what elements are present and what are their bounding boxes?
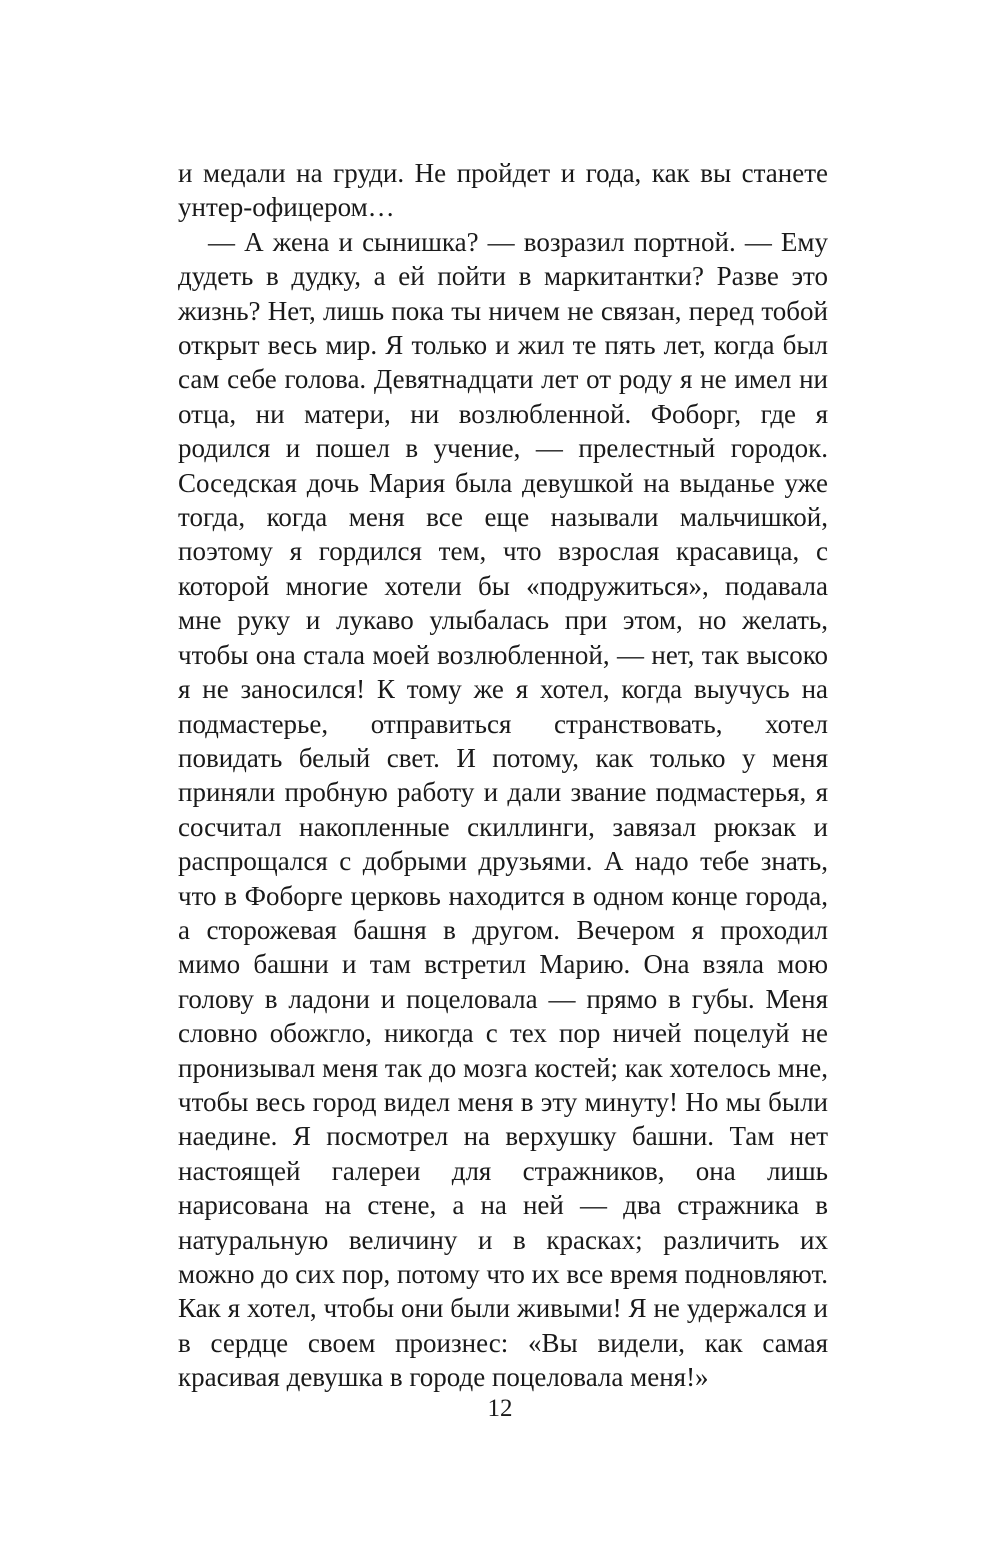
- paragraph-tailor-story: — А жена и сынишка? — возразил портной. — Ему дудеть в дудку, а ей пойти в маркитантки? Разве это жизнь? Нет, лишь пока ты ничем не связан, перед тобой открыт весь мир. Я только и жил те пять лет, когда был сам себе голова. Девятнадцати лет от роду я не имел ни отца, ни матери, ни возлюбленной. Фоборг, где я родился и пошел в учение, — прелестный городок. Соседская дочь Мария была девушкой на выданье уже тогда, когда меня все еще называли мальчишкой, поэтому я гордился тем, что взрослая красавица, с которой многие хотели бы «подружиться», подавала мне руку и лукаво улыбалась при этом, но желать, чтобы она стала моей возлюбленной, — нет, так высоко я не заносился! К тому же я хотел, когда выучусь на подмастерье, отправиться странствовать, хотел повидать белый свет. И потому, как только у меня приняли пробную работу и дали звание подмастерья, я сосчитал накопленные скиллинги, завязал рюкзак и распрощался с добрыми друзьями. А надо тебе знать, что в Фоборге церковь находится в одном конце города, а сторожевая башня в другом. Вечером я проходил мимо башни и там встретил Марию. Она взяла мою голову в ладони и поцеловала — прямо в губы. Меня словно обожгло, никогда с тех пор ничей поцелуй не пронизывал меня так до мозга костей; как хотелось мне, чтобы весь город видел меня в эту минуту! Но мы были наедине. Я посмотрел на верхушку башни. Там нет настоящей галереи для стражников, она лишь нарисована на стене, а на ней — два стражника в натуральную величину и в красках; различить их можно до сих пор, потому что их все время подновляют. Как я хотел, чтобы они были живыми! Я не удержался и в сердце своем произнес: «Вы видели, как самая красивая девушка в городе поцеловала меня!»: [178, 226, 828, 1393]
- paragraph-continuation: и медали на груди. Не пройдет и года, как вы станете унтер-офицером…: [178, 158, 828, 223]
- page-number: 12: [487, 1395, 513, 1422]
- page-text-block: [178, 156, 828, 1395]
